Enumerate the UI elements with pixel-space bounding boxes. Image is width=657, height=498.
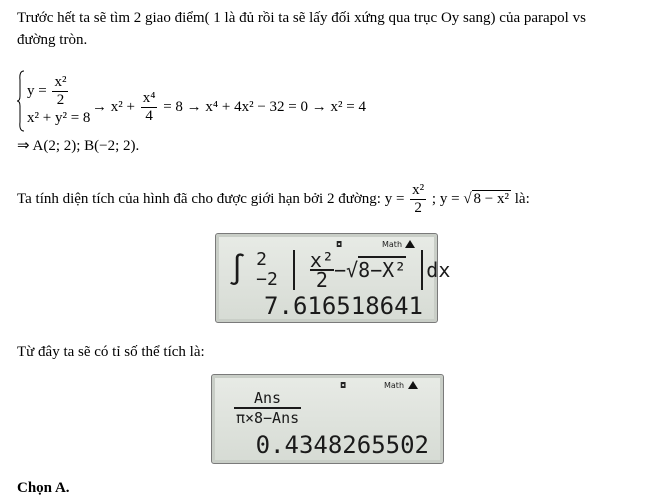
abs-bar-right (421, 250, 423, 290)
chain-fraction (141, 90, 158, 125)
eq1-lhs: y = (27, 82, 47, 99)
area-end: là: (514, 190, 530, 207)
lcd-minus: − (333, 258, 347, 282)
volume-sentence: Từ đây ta sẽ có tỉ số thể tích là: (17, 344, 205, 360)
up-arrow-icon (405, 240, 415, 248)
chain-numerator: x⁴ (142, 90, 156, 106)
eq1-fraction (52, 74, 68, 109)
integral-sign-icon: ∫ (228, 252, 247, 288)
equation-2: x² + y² = 8 (27, 110, 91, 126)
chain-part1: → x² + (92, 98, 135, 115)
lcd-dx: dx (426, 258, 451, 282)
calculator-screen-ratio (211, 374, 444, 464)
ratio-den: π×8−Ans (235, 409, 300, 427)
area-sqrt: 8 − x² (473, 190, 510, 207)
chain-denominator: 4 (145, 108, 153, 124)
upper-limit: 2 (256, 249, 267, 270)
area-frac-num: x² (412, 182, 425, 198)
area-text: Ta tính diện tích của hình đã cho được giới hạn bởi 2 đường: y = (17, 190, 405, 207)
eq1-denominator: 2 (56, 92, 65, 108)
ratio-fraction (234, 389, 301, 427)
ratio-expression (234, 389, 301, 427)
d-indicator-icon: ◘ (336, 240, 343, 249)
abs-bar-left (293, 250, 295, 290)
intro-text: Trước hết ta sẽ tìm 2 giao điểm( 1 là đủ rồi ta sẽ lấy đối xứng qua trục Oy sang) của parapol vs (17, 10, 586, 26)
area-sentence (17, 182, 530, 217)
equation-1 (27, 74, 70, 109)
eq1-numerator: x² (54, 74, 67, 90)
derivation-chain (92, 90, 366, 125)
math-indicator: Math (382, 240, 403, 249)
calculator-screen-integral (215, 233, 451, 323)
lcd-frac-den: 2 (315, 268, 328, 292)
ratio-result: 0.4348265502 (255, 431, 429, 459)
brace-icon (17, 70, 25, 132)
intro-text-cont: đường tròn. (17, 32, 88, 48)
d-indicator-icon: ◘ (340, 381, 347, 390)
lcd-sqrt: 8−X² (358, 258, 407, 282)
integral-result: 7.616518641 (264, 292, 423, 320)
area-frac-den: 2 (414, 200, 422, 216)
chain-part2: = 8 → x⁴ + 4x² − 32 = 0 → x² = 4 (163, 98, 366, 115)
up-arrow-icon (408, 381, 418, 389)
lcd-fraction (309, 248, 334, 292)
answer-text: Chọn A. (17, 480, 70, 496)
math-indicator: Math (384, 381, 405, 390)
lower-limit: −2 (256, 269, 278, 290)
lcd-sqrt-icon: √ (346, 258, 359, 282)
area-mid: ; y = (431, 190, 460, 207)
sqrt-symbol: √ (463, 190, 472, 207)
intersection-points: ⇒ A(2; 2); B(−2; 2). (17, 138, 140, 154)
area-fraction (410, 182, 426, 217)
lcd-frac-num: x² (309, 248, 334, 272)
integral-expression (228, 250, 450, 290)
ratio-num: Ans (234, 389, 301, 409)
